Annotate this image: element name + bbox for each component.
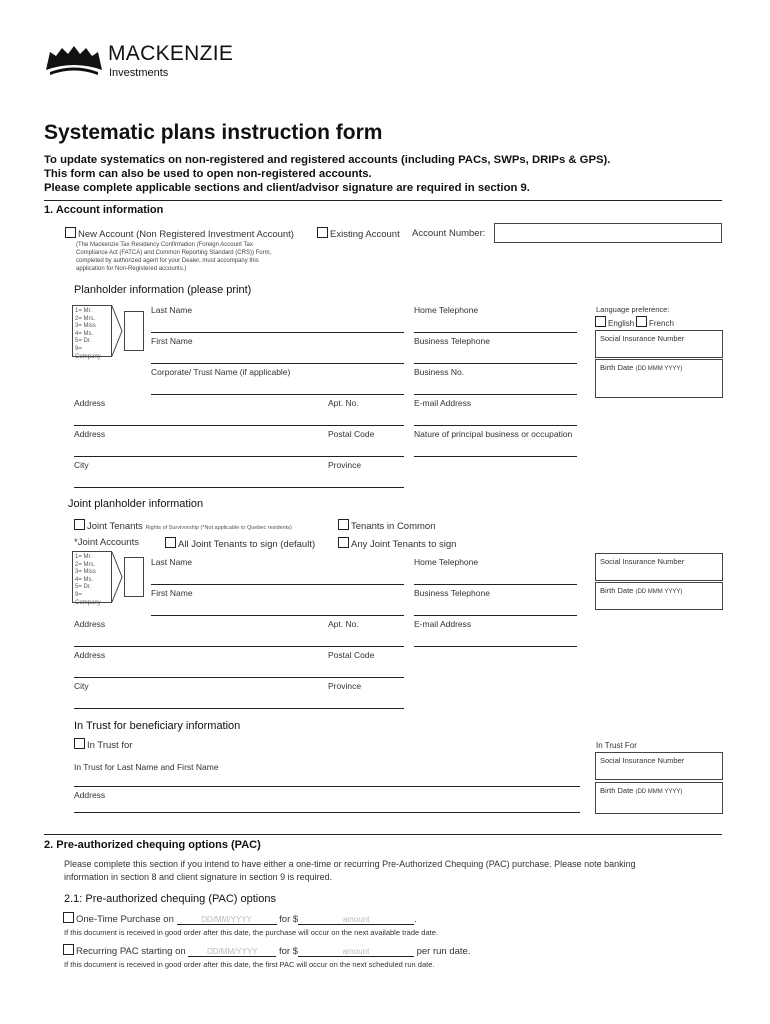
business-no-field[interactable] xyxy=(414,394,577,395)
joint-last-name-field[interactable] xyxy=(151,584,404,585)
joint-accounts-label: *Joint Accounts xyxy=(74,537,139,548)
joint-tenants-checkbox[interactable] xyxy=(74,519,85,530)
french-option[interactable] xyxy=(636,316,674,328)
joint-title-options-box xyxy=(72,551,112,606)
all-joint-tenants-checkbox[interactable] xyxy=(165,537,176,548)
one-time-note: If this document is received in good order after this date, the purchase will occur on the next available trade date. xyxy=(64,928,438,937)
section-2-heading: 2. Pre-authorized chequing options (PAC) xyxy=(44,839,261,851)
in-trust-address-label: Address xyxy=(74,790,106,800)
email-label: E-mail Address xyxy=(414,398,472,408)
sin-field[interactable] xyxy=(595,330,723,358)
tenants-in-common-label: Tenants in Common xyxy=(351,521,436,532)
planholder-heading: Planholder information (please print) xyxy=(74,284,252,296)
account-number-field[interactable] xyxy=(494,223,722,243)
joint-tenants-option[interactable] xyxy=(74,519,292,532)
tenants-in-common-option[interactable] xyxy=(338,519,435,532)
recurring-note: If this document is received in good order after this date, the first PAC will occur on the next scheduled run date. xyxy=(64,960,435,969)
in-trust-heading: In Trust for beneficiary information xyxy=(74,720,241,732)
title-selector[interactable] xyxy=(72,305,148,360)
fatca-note-line: (The Mackenzie Tax Residency Confirmation (Foreign Account Tax xyxy=(76,242,253,248)
title-option: 2= Mrs. xyxy=(75,561,96,568)
joint-birth-date-field[interactable] xyxy=(595,582,723,610)
joint-sin-label: Social Insurance Number xyxy=(600,557,685,566)
english-option[interactable] xyxy=(595,316,634,328)
joint-address-field[interactable] xyxy=(74,646,404,647)
nature-of-business-label: Nature of principal business or occupation xyxy=(414,429,573,439)
address-field[interactable] xyxy=(74,425,404,426)
section-1-heading: 1. Account information xyxy=(44,204,164,216)
logo-sub: Investments xyxy=(109,67,169,79)
logo-name: MACKENZIE xyxy=(108,42,234,65)
in-trust-for-option[interactable] xyxy=(74,738,132,751)
recurring-amount-field[interactable]: amount xyxy=(298,947,414,957)
any-joint-tenants-option[interactable] xyxy=(338,537,456,550)
recurring-pac-checkbox[interactable] xyxy=(63,944,74,955)
arrow-right-icon xyxy=(111,305,123,357)
new-account-option[interactable] xyxy=(65,227,294,240)
birth-date-field[interactable] xyxy=(595,359,723,398)
existing-account-label: Existing Account xyxy=(330,229,400,240)
joint-business-telephone-label: Business Telephone xyxy=(414,588,490,598)
in-trust-birth-date-format: (DD MMM YYYY) xyxy=(635,789,683,795)
last-name-label: Last Name xyxy=(151,305,193,315)
joint-email-field[interactable] xyxy=(414,646,577,647)
new-account-checkbox[interactable] xyxy=(65,227,76,238)
recurring-pac-row xyxy=(63,944,470,957)
joint-address-label: Address xyxy=(74,650,106,660)
in-trust-for-right-label: In Trust For xyxy=(596,741,637,750)
business-telephone-field[interactable] xyxy=(414,363,577,364)
language-preference-label: Language preference: xyxy=(596,305,670,314)
email-field[interactable] xyxy=(414,425,577,426)
joint-address-label: Address xyxy=(74,619,106,629)
joint-postal-code-label: Postal Code xyxy=(328,650,375,660)
all-joint-tenants-label: All Joint Tenants to sign (default) xyxy=(178,539,316,550)
fatca-note-line: application for Non-Registered accounts.) xyxy=(76,266,187,272)
joint-home-telephone-field[interactable] xyxy=(414,584,577,585)
address-label: Address xyxy=(74,429,106,439)
title-option: 3= Miss xyxy=(75,323,96,330)
recurring-for-label: for $ xyxy=(278,946,298,957)
birth-date-format: (DD MMM YYYY) xyxy=(635,366,683,372)
joint-email-label: E-mail Address xyxy=(414,619,472,629)
joint-tenants-label: Joint Tenants xyxy=(87,521,143,532)
title-options-box xyxy=(72,305,112,360)
english-label: English xyxy=(608,319,635,328)
in-trust-for-checkbox[interactable] xyxy=(74,738,85,749)
joint-first-name-label: First Name xyxy=(151,588,193,598)
pac-options-heading: 2.1: Pre-authorized chequing (PAC) options xyxy=(64,893,276,905)
one-time-amount-field[interactable]: amount xyxy=(298,915,414,925)
title-option: 4= Ms. xyxy=(75,576,94,583)
title-option: 3= Miss xyxy=(75,569,96,576)
first-name-label: First Name xyxy=(151,336,193,346)
first-name-field[interactable] xyxy=(151,363,404,364)
existing-account-option[interactable] xyxy=(317,227,400,240)
joint-planholder-heading: Joint planholder information xyxy=(68,498,204,510)
joint-tenants-note: Rights of Survivorship (*Not applicable to Quebec residents) xyxy=(145,525,292,531)
address-label: Address xyxy=(74,398,106,408)
section-2-intro-line: Please complete this section if you intend to have either a one-time or recurring Pre-Authorized Chequing (PAC) purchase. Please note banking xyxy=(64,859,636,869)
any-joint-tenants-checkbox[interactable] xyxy=(338,537,349,548)
joint-business-telephone-field[interactable] xyxy=(414,615,577,616)
title-option: 1= Mr. xyxy=(75,308,92,314)
joint-province-label: Province xyxy=(328,681,362,691)
recurring-date-field[interactable]: DD/MM/YYYY xyxy=(188,947,276,957)
joint-apt-no-label: Apt. No. xyxy=(328,619,359,629)
in-trust-sin-field[interactable] xyxy=(595,752,723,780)
corporate-name-label: Corporate/ Trust Name (if applicable) xyxy=(151,367,291,377)
in-trust-sin-label: Social Insurance Number xyxy=(600,756,685,765)
any-joint-tenants-label: Any Joint Tenants to sign xyxy=(351,539,457,550)
logo xyxy=(44,40,244,84)
arrow-right-icon xyxy=(111,551,123,603)
page-title: Systematic plans instruction form xyxy=(44,121,383,144)
section-2-divider xyxy=(44,834,722,835)
french-label: French xyxy=(649,319,674,328)
section-1-divider xyxy=(44,200,722,201)
title-option: 9= Company xyxy=(75,345,101,360)
in-trust-address-field[interactable] xyxy=(74,812,580,813)
fatca-note xyxy=(76,241,271,273)
joint-first-name-field[interactable] xyxy=(151,615,404,616)
intro-line-1: To update systematics on non-registered and registered accounts (including PACs, SWPs, DRIPs & GPS). xyxy=(44,154,611,166)
joint-sin-field[interactable] xyxy=(595,553,723,581)
french-checkbox[interactable] xyxy=(636,316,647,327)
in-trust-for-label: In Trust for xyxy=(87,740,133,751)
address-field[interactable] xyxy=(74,456,404,457)
one-time-purchase-label: One-Time Purchase on xyxy=(76,914,174,925)
business-no-label: Business No. xyxy=(414,367,465,377)
existing-account-checkbox[interactable] xyxy=(317,227,328,238)
account-number-label: Account Number: xyxy=(412,228,486,239)
in-trust-birth-date-label: Birth Date xyxy=(600,786,634,795)
mackenzie-logo-mark-icon xyxy=(44,42,104,78)
birth-date-label: Birth Date xyxy=(600,363,634,372)
postal-code-label: Postal Code xyxy=(328,429,375,439)
apt-no-label: Apt. No. xyxy=(328,398,359,408)
in-trust-birth-date-field[interactable] xyxy=(595,782,723,814)
one-time-for-label: for $ xyxy=(279,914,299,925)
joint-birth-date-format: (DD MMM YYYY) xyxy=(635,589,683,595)
home-telephone-label: Home Telephone xyxy=(414,305,479,315)
all-joint-tenants-option[interactable] xyxy=(165,537,315,550)
title-option: 1= Mr. xyxy=(75,554,92,560)
title-option: 2= Mrs. xyxy=(75,315,96,322)
last-name-field[interactable] xyxy=(151,332,404,333)
fatca-note-line: Compliance Act (FATCA) and Common Reporting Standard (CRS)) Form, xyxy=(76,250,272,256)
joint-address-field[interactable] xyxy=(74,677,404,678)
fatca-note-line: completed by authorized agent for your Dealer, must accompany this xyxy=(76,258,259,264)
joint-title-code-field[interactable] xyxy=(124,557,144,597)
joint-city-label: City xyxy=(74,681,89,691)
one-time-date-field[interactable]: DD/MM/YYYY xyxy=(177,915,277,925)
title-option: 5= Dr. xyxy=(75,584,92,591)
intro-line-3: Please complete applicable sections and client/advisor signature are required in section 9. xyxy=(44,182,530,194)
joint-home-telephone-label: Home Telephone xyxy=(414,557,479,567)
joint-title-selector[interactable] xyxy=(72,551,148,606)
per-run-date-label: per run date. xyxy=(416,946,471,957)
new-account-label: New Account (Non Registered Investment Account) xyxy=(78,229,294,240)
title-option: 4= Ms. xyxy=(75,330,94,337)
home-telephone-field[interactable] xyxy=(414,332,577,333)
business-telephone-label: Business Telephone xyxy=(414,336,490,346)
title-option: 5= Dr. xyxy=(75,338,92,345)
title-option: 9= Company xyxy=(75,591,101,606)
corporate-name-field[interactable] xyxy=(151,394,404,395)
joint-city-field[interactable] xyxy=(74,708,404,709)
nature-of-business-field[interactable] xyxy=(414,456,577,457)
one-time-purchase-row: One-Time Purchase on DD/MM/YYYY for $ amount . xyxy=(63,912,417,925)
recurring-pac-label: Recurring PAC starting on xyxy=(76,946,186,957)
province-label: Province xyxy=(328,460,362,470)
intro-line-2: This form can also be used to open non-registered accounts. xyxy=(44,168,372,180)
joint-last-name-label: Last Name xyxy=(151,557,193,567)
in-trust-name-label: In Trust for Last Name and First Name xyxy=(74,762,219,772)
tenants-in-common-checkbox[interactable] xyxy=(338,519,349,530)
in-trust-name-field[interactable] xyxy=(74,786,580,787)
city-label: City xyxy=(74,460,89,470)
one-time-purchase-checkbox[interactable] xyxy=(63,912,74,923)
english-checkbox[interactable] xyxy=(595,316,606,327)
joint-birth-date-label: Birth Date xyxy=(600,586,634,595)
section-2-intro-line: information in section 8 and client signature in section 9 is required. xyxy=(64,872,333,882)
sin-label: Social Insurance Number xyxy=(600,334,685,343)
city-field[interactable] xyxy=(74,487,404,488)
title-code-field[interactable] xyxy=(124,311,144,351)
